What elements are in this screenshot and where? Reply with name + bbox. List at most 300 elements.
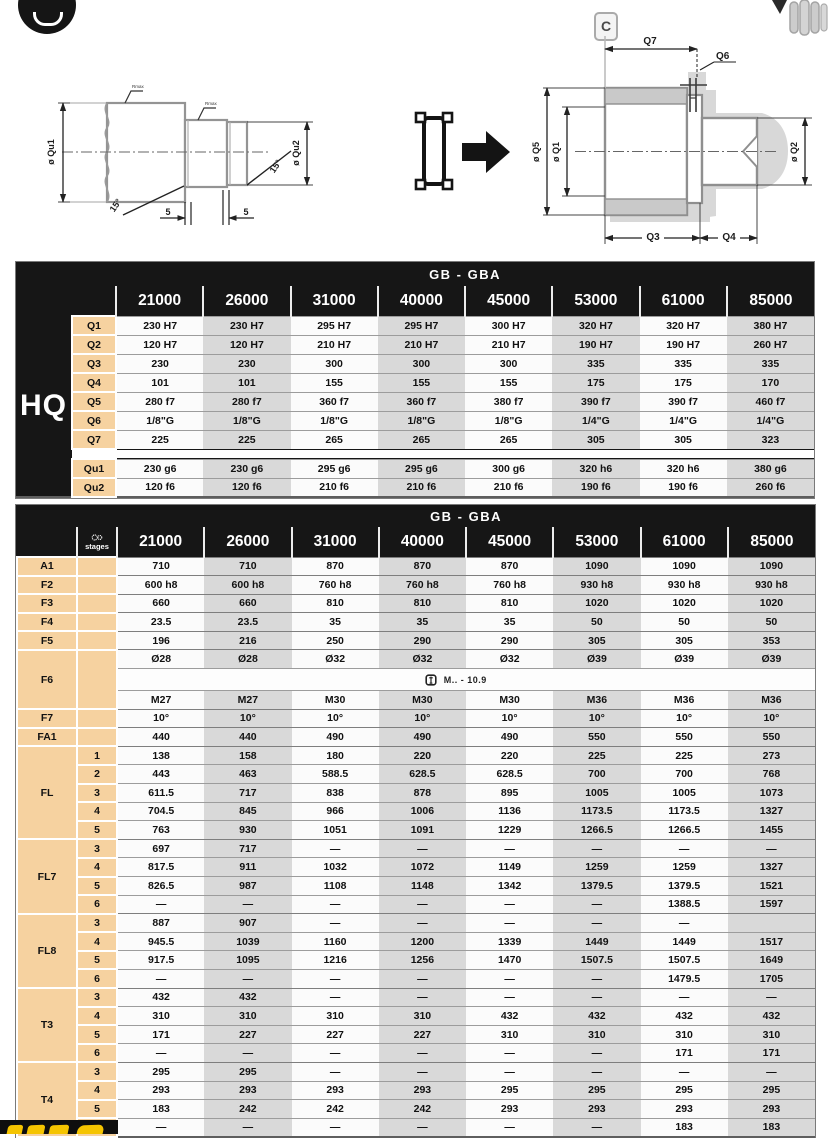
table-cell: 440: [117, 728, 204, 747]
size-column-header: 45000: [466, 527, 553, 557]
table-cell: 293: [553, 1100, 640, 1119]
table-cell: M30: [466, 691, 553, 710]
stage-cell: 3: [77, 988, 117, 1007]
table-cell: 1216: [292, 951, 379, 970]
table-cell: 242: [379, 1100, 466, 1119]
table-cell: 210 f6: [378, 478, 465, 497]
table-cell: 300 g6: [465, 459, 552, 478]
size-column-header: 26000: [203, 286, 290, 316]
row-group-label: A1: [17, 557, 77, 576]
table-cell: —: [466, 839, 553, 858]
table-cell: 300 H7: [465, 316, 552, 335]
table-cell: —: [466, 969, 553, 988]
table-cell: 120 f6: [203, 478, 290, 497]
table-cell: 310: [728, 1025, 815, 1044]
stage-cell: 3: [77, 784, 117, 803]
table-cell: —: [728, 839, 815, 858]
table-cell: —: [553, 969, 640, 988]
table-cell: —: [117, 969, 204, 988]
table-cell: 305: [552, 430, 639, 449]
table-cell: 295 g6: [378, 459, 465, 478]
table-cell: 171: [117, 1025, 204, 1044]
table-cell: 432: [466, 1007, 553, 1026]
size-column-header: 53000: [552, 286, 639, 316]
table-cell: Ø32: [379, 650, 466, 669]
table-cell: 293: [379, 1081, 466, 1100]
table-cell: 310: [466, 1025, 553, 1044]
table-cell: 1/4"G: [640, 411, 727, 430]
dim-label-q3: Q3: [646, 232, 660, 243]
table-cell: 210 H7: [465, 335, 552, 354]
table-cell: 120 f6: [116, 478, 203, 497]
stage-cell: [77, 728, 117, 747]
table-cell: 293: [292, 1081, 379, 1100]
table-cell: 35: [379, 613, 466, 632]
table-cell: 335: [727, 354, 814, 373]
table-cell: 50: [641, 613, 728, 632]
table-cell: 320 H7: [552, 316, 639, 335]
table-cell: 390 f7: [640, 392, 727, 411]
table-cell: 295: [117, 1062, 204, 1081]
table-cell: Ø28: [204, 650, 291, 669]
table-cell: —: [641, 988, 728, 1007]
table-cell: 155: [291, 373, 378, 392]
table-cell: Ø28: [117, 650, 204, 669]
table-cell: 320 H7: [640, 316, 727, 335]
table-cell: 380 g6: [727, 459, 814, 478]
table-cell: 966: [292, 802, 379, 821]
table-cell: 210 H7: [291, 335, 378, 354]
table-cell: 490: [466, 728, 553, 747]
table-cell: 710: [117, 557, 204, 576]
row-label: Q4: [72, 373, 116, 392]
dim-label-q5: ø Q5: [531, 141, 541, 163]
table-cell: 717: [204, 839, 291, 858]
row-group-label: F5: [17, 631, 77, 650]
table-cell: Ø32: [466, 650, 553, 669]
table-cell: 945.5: [117, 932, 204, 951]
gears-icon: [89, 533, 105, 542]
table-cell: —: [728, 1062, 815, 1081]
table-cell: 120 H7: [203, 335, 290, 354]
table-cell: 1032: [292, 858, 379, 877]
table-cell: 230: [116, 354, 203, 373]
stage-cell: 4: [77, 1007, 117, 1026]
stage-cell: 5: [77, 1025, 117, 1044]
table-cell: 295: [728, 1081, 815, 1100]
table-cell: 230: [203, 354, 290, 373]
table-cell: 826.5: [117, 877, 204, 896]
row-label: Q5: [72, 392, 116, 411]
table-cell: 1455: [728, 821, 815, 840]
table-cell: 227: [204, 1025, 291, 1044]
table-cell: 463: [204, 765, 291, 784]
dim-label-5b: 5: [243, 207, 249, 217]
table-cell: 1266.5: [641, 821, 728, 840]
table-cell: 295: [204, 1062, 291, 1081]
table-cell: 293: [204, 1081, 291, 1100]
table-cell: —: [641, 1062, 728, 1081]
table-cell: 1149: [466, 858, 553, 877]
section-marker-c: C: [594, 12, 618, 41]
table-cell: 930 h8: [553, 576, 640, 595]
table-cell: 1091: [379, 821, 466, 840]
table-cell: 230 g6: [116, 459, 203, 478]
table-cell: 35: [466, 613, 553, 632]
table-cell: 171: [641, 1044, 728, 1063]
table-cell: 216: [204, 631, 291, 650]
table-cell: 550: [553, 728, 640, 747]
table-cell: 817.5: [117, 858, 204, 877]
footer-logo: [0, 1120, 118, 1134]
dim-label-q4: Q4: [722, 232, 736, 243]
table-cell: 987: [204, 877, 291, 896]
table-cell: 432: [117, 988, 204, 1007]
size-column-header: 85000: [728, 527, 815, 557]
table-cell: M36: [728, 691, 815, 710]
table-cell: 180: [292, 746, 379, 765]
table-cell: 443: [117, 765, 204, 784]
table-cell: 210 H7: [378, 335, 465, 354]
table-cell: —: [292, 839, 379, 858]
table-cell: 1521: [728, 877, 815, 896]
size-column-header: 61000: [641, 527, 728, 557]
table-cell: 1136: [466, 802, 553, 821]
table-cell: 588.5: [292, 765, 379, 784]
table-cell: —: [379, 895, 466, 914]
stage-cell: 3: [77, 1062, 117, 1081]
table-cell: 290: [466, 631, 553, 650]
table-cell: 380 H7: [727, 316, 814, 335]
table-cell: 305: [553, 631, 640, 650]
row-group-label: FL7: [17, 839, 77, 913]
stage-cell: 4: [77, 858, 117, 877]
table-cell: 295 g6: [291, 459, 378, 478]
dim-label-q6: Q6: [716, 51, 730, 62]
size-column-header: 61000: [640, 286, 727, 316]
table-cell: 300: [291, 354, 378, 373]
stage-cell: [77, 613, 117, 632]
table-cell: 1200: [379, 932, 466, 951]
table-cell: 1005: [553, 784, 640, 803]
table-cell: 310: [379, 1007, 466, 1026]
table-cell: M27: [117, 691, 204, 710]
table-cell: 760 h8: [292, 576, 379, 595]
table-cell: 360 f7: [378, 392, 465, 411]
size-column-header: 26000: [204, 527, 291, 557]
table-cell: 310: [204, 1007, 291, 1026]
table-cell: 170: [727, 373, 814, 392]
table-cell: 1327: [728, 858, 815, 877]
table-cell: 50: [728, 613, 815, 632]
stages-label: stages: [85, 541, 109, 551]
table-cell: 101: [116, 373, 203, 392]
table-cell: —: [204, 1118, 291, 1137]
table-cell: 225: [641, 746, 728, 765]
table-cell: 323: [727, 430, 814, 449]
table-cell: 878: [379, 784, 466, 803]
table-cell: 1327: [728, 802, 815, 821]
table-cell: 660: [204, 594, 291, 613]
size-column-header: 31000: [291, 286, 378, 316]
table-cell: 335: [552, 354, 639, 373]
size-column-header: 40000: [378, 286, 465, 316]
table-cell: 700: [641, 765, 728, 784]
stage-cell: 3: [77, 839, 117, 858]
stage-cell: 6: [77, 895, 117, 914]
table-cell: 10°: [379, 709, 466, 728]
table-cell: 911: [204, 858, 291, 877]
table-cell: 1449: [553, 932, 640, 951]
table-cell: 432: [204, 988, 291, 1007]
table-cell: 242: [292, 1100, 379, 1119]
table-cell: 845: [204, 802, 291, 821]
table-cell: 305: [640, 430, 727, 449]
table-cell: 600 h8: [204, 576, 291, 595]
table-cell: 190 H7: [552, 335, 639, 354]
row-group-label: F6: [17, 650, 77, 709]
table-cell: 1507.5: [553, 951, 640, 970]
row-label: Qu2: [72, 478, 116, 497]
table-cell: 1/8"G: [203, 411, 290, 430]
table-cell: 1/4"G: [552, 411, 639, 430]
table-cell: 227: [292, 1025, 379, 1044]
row-group-label: F2: [17, 576, 77, 595]
table-cell: 1073: [728, 784, 815, 803]
table-cell: —: [292, 895, 379, 914]
table-cell: 887: [117, 914, 204, 933]
table-cell: 310: [117, 1007, 204, 1026]
table-cell: 230 H7: [116, 316, 203, 335]
table-cell: —: [553, 895, 640, 914]
table-cell: —: [553, 1044, 640, 1063]
table-cell: Ø39: [553, 650, 640, 669]
table-cell: 490: [292, 728, 379, 747]
table-cell: 10°: [553, 709, 640, 728]
table-cell: 760 h8: [379, 576, 466, 595]
table-cell: —: [117, 895, 204, 914]
table-cell: 1649: [728, 951, 815, 970]
table-cell: 273: [728, 746, 815, 765]
row-group-label: FL8: [17, 914, 77, 988]
table-cell: 1006: [379, 802, 466, 821]
dim-label-5a: 5: [165, 207, 171, 217]
stage-cell: [77, 576, 117, 595]
size-column-header: 53000: [553, 527, 640, 557]
table-cell: 225: [553, 746, 640, 765]
table-cell: 1051: [292, 821, 379, 840]
table-cell: 490: [379, 728, 466, 747]
table-cell: —: [379, 988, 466, 1007]
table-cell: —: [117, 1118, 204, 1137]
table-cell: 220: [379, 746, 466, 765]
table-cell: 1039: [204, 932, 291, 951]
table-cell: 1020: [641, 594, 728, 613]
table-cell: 768: [728, 765, 815, 784]
table-cell: —: [728, 988, 815, 1007]
table-cell: 810: [466, 594, 553, 613]
row-label: Qu1: [72, 459, 116, 478]
stage-cell: [77, 650, 117, 709]
size-column-header: 31000: [292, 527, 379, 557]
table-cell: —: [292, 1044, 379, 1063]
table-cell: 1449: [641, 932, 728, 951]
stage-cell: [77, 631, 117, 650]
table-cell: 1/4"G: [727, 411, 814, 430]
table-cell: 432: [641, 1007, 728, 1026]
stage-cell: [77, 557, 117, 576]
table-cell: 1339: [466, 932, 553, 951]
table-cell: M30: [292, 691, 379, 710]
stage-cell: 5: [77, 821, 117, 840]
table-cell: 810: [292, 594, 379, 613]
table-cell: 600 h8: [117, 576, 204, 595]
bolt-icon: [425, 674, 437, 686]
table-cell: 190 f6: [640, 478, 727, 497]
table-cell: 158: [204, 746, 291, 765]
row-label: Q7: [72, 430, 116, 449]
dim-label-q1: ø Q1: [551, 141, 561, 163]
table-cell: 717: [204, 784, 291, 803]
table-cell: 390 f7: [552, 392, 639, 411]
table-cell: —: [204, 969, 291, 988]
table-title: GB - GBA: [429, 266, 502, 282]
table-cell: —: [466, 1044, 553, 1063]
table-cell: 310: [641, 1025, 728, 1044]
table-cell: 171: [728, 1044, 815, 1063]
table-cell: 930 h8: [641, 576, 728, 595]
table-cell: 310: [292, 1007, 379, 1026]
table-cell: 1090: [641, 557, 728, 576]
table-cell: 242: [204, 1100, 291, 1119]
table-cell: 1173.5: [641, 802, 728, 821]
finish-label-b: Rmax: [205, 101, 217, 106]
table-cell: —: [379, 969, 466, 988]
table-cell: 10°: [204, 709, 291, 728]
table-cell: —: [379, 1062, 466, 1081]
table-cell: 1005: [641, 784, 728, 803]
table-cell: 138: [117, 746, 204, 765]
table-cell: 697: [117, 839, 204, 858]
dim-label-q7: Q7: [643, 36, 657, 47]
table-cell: —: [641, 914, 728, 933]
table-cell: 260 H7: [727, 335, 814, 354]
table-cell: 1160: [292, 932, 379, 951]
table-cell: 1020: [728, 594, 815, 613]
table-cell: 1379.5: [641, 877, 728, 896]
table-cell: 1266.5: [553, 821, 640, 840]
table-cell: 1259: [641, 858, 728, 877]
table-cell: 155: [465, 373, 552, 392]
table-cell: 295 H7: [378, 316, 465, 335]
stage-cell: 4: [77, 932, 117, 951]
table-cell: 353: [728, 631, 815, 650]
table-cell: 10°: [466, 709, 553, 728]
table-cell: —: [204, 1044, 291, 1063]
table-cell: 1/8"G: [291, 411, 378, 430]
table-cell: 360 f7: [291, 392, 378, 411]
table-cell: 35: [292, 613, 379, 632]
row-label: Q6: [72, 411, 116, 430]
table-cell: 460 f7: [727, 392, 814, 411]
table-cell: 50: [553, 613, 640, 632]
table-cell: 293: [466, 1100, 553, 1119]
stage-cell: 3: [77, 914, 117, 933]
table-cell: 380 f7: [465, 392, 552, 411]
table-cell: 1229: [466, 821, 553, 840]
table-cell: —: [466, 1062, 553, 1081]
table-cell: 225: [203, 430, 290, 449]
table-cell: 265: [465, 430, 552, 449]
table-cell: 335: [640, 354, 727, 373]
table-cell: 1173.5: [553, 802, 640, 821]
row-label: Q2: [72, 335, 116, 354]
table-cell: 293: [117, 1081, 204, 1100]
table-cell: 760 h8: [466, 576, 553, 595]
coupling-arrow-icon: [398, 110, 510, 199]
table-cell: 190 f6: [552, 478, 639, 497]
stage-cell: [77, 594, 117, 613]
table-cell: —: [292, 988, 379, 1007]
table-cell: 1108: [292, 877, 379, 896]
dim-label-qu1: ø Qu1: [46, 139, 56, 165]
table-cell: 628.5: [466, 765, 553, 784]
table-cell: —: [292, 1118, 379, 1137]
row-group-label: F3: [17, 594, 77, 613]
table-cell: 265: [291, 430, 378, 449]
table-cell: 1090: [728, 557, 815, 576]
stage-dimensions-table: [16, 505, 815, 1138]
size-column-header: 85000: [727, 286, 814, 316]
table-cell: 10°: [117, 709, 204, 728]
table-cell: Ø39: [728, 650, 815, 669]
table-cell: 870: [466, 557, 553, 576]
stage-cell: 4: [77, 1081, 117, 1100]
row-group-label: F7: [17, 709, 77, 728]
table-cell: 1/8"G: [116, 411, 203, 430]
table-cell: —: [379, 839, 466, 858]
table-cell: —: [553, 839, 640, 858]
table-cell: 295 H7: [291, 316, 378, 335]
table-cell: 907: [204, 914, 291, 933]
table-cell: 250: [292, 631, 379, 650]
table-cell: 295: [553, 1081, 640, 1100]
table-cell: M30: [379, 691, 466, 710]
table-cell: Ø39: [641, 650, 728, 669]
table-cell: —: [292, 969, 379, 988]
table-cell: 310: [553, 1025, 640, 1044]
row-label: Q3: [72, 354, 116, 373]
table-cell: —: [553, 988, 640, 1007]
chamfer-label-b: 15°: [267, 157, 284, 175]
hq-dimensions-table: [16, 262, 814, 498]
table-cell: 1597: [728, 895, 815, 914]
table-cell: —: [379, 914, 466, 933]
table-cell: 710: [204, 557, 291, 576]
table-cell: —: [553, 1118, 640, 1137]
table-cell: —: [466, 1118, 553, 1137]
table-cell: 704.5: [117, 802, 204, 821]
size-column-header: 21000: [116, 286, 203, 316]
table-cell: 870: [379, 557, 466, 576]
table-cell: 838: [292, 784, 379, 803]
table-cell: 295: [641, 1081, 728, 1100]
table-cell: 10°: [728, 709, 815, 728]
table-cell: 175: [640, 373, 727, 392]
table-cell: Ø32: [292, 650, 379, 669]
table-cell: [728, 914, 815, 933]
table-cell: 295: [466, 1081, 553, 1100]
